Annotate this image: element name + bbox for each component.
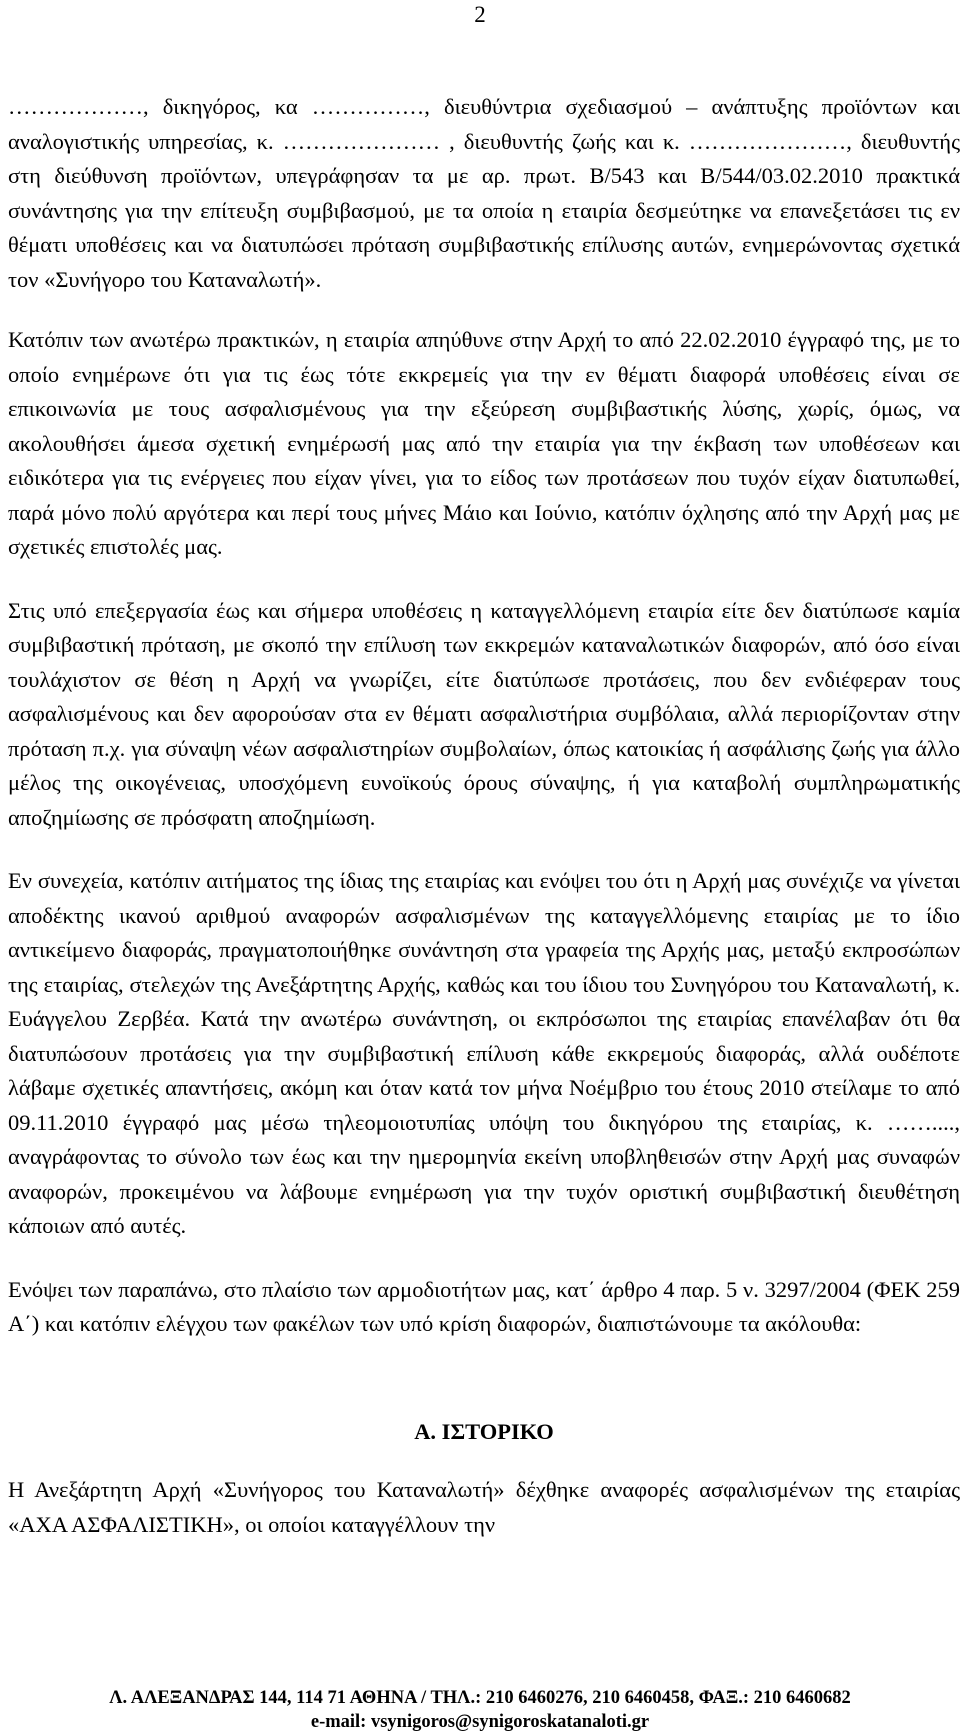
paragraph-competences: Ενόψει των παραπάνω, στο πλαίσιο των αρμοδιοτήτων μας, κατ΄ άρθρο 4 παρ. 5 ν. 3297/2004 (ΦΕΚ 259 Α΄) και κατόπιν ελέγχου των φακέλων των υπό κρίση διαφορών, διαπιστώνουμε τα ακόλουθα:: [8, 1276, 960, 1336]
paragraph-meeting-request: Εν συνεχεία, κατόπιν αιτήματος της ίδιας της εταιρίας και ενόψει του ότι η Αρχή μας συνέχιζε να γίνεται αποδέκτης ικανού αριθμού αναφορών ασφαλισμένων της καταγγελλόμενης εταιρίας με το ίδιο αντικείμενο διαφοράς, πραγματοποιήθηκε συνάντηση στα γραφεία της Αρχής μας, μεταξύ εκπροσώπων της εταιρίας, στελεχών της Ανεξάρτητης Αρχής, καθώς και του ίδιου του Συνηγόρου του Καταναλωτή, κ. Ευάγγελου Ζερβέα. Κατά την ανωτέρω συνάντηση, οι εκπρόσωποι της εταιρίας επανέλαβαν ότι θα διατυπώσουν προτάσεις για την συμβιβαστική επίλυση κάθε εκκρεμούς διαφοράς, αλλά ουδέποτε λάβαμε σχετικές απαντήσεις, ακόμη και όταν κατά τον μήνα Νοέμβριο του έτους 2010 στείλαμε το από 09.11.2010 έγγραφό μας μέσω τηλεομοιοτυπίας υπόψη του δικηγόρου της εταιρίας, κ. ……...., αναγράφοντας το σύνολο των έως και την ημερομηνία εκείνη υποβληθεισών στην Αρχή μας συναφών αναφορών, προκειμένου να λάβουμε ενημέρωση για την τυχόν οριστική συμβιβαστική διευθέτηση κάποιων από αυτές.: [8, 868, 960, 1238]
paragraph-meeting-minutes: ………………, δικηγόρος, κα ……………, διευθύντρια σχεδιασμού – ανάπτυξης προϊόντων και αναλογιστικής υπηρεσίας, κ. ………………… , διευθυντής ζωής και κ. …………………, διευθυντής στη διεύθυνση προϊόντων, υπεγράφησαν τα με αρ. πρωτ. Β/543 και Β/544/03.02.2010 πρακτικά συνάντησης για την επίτευξη συμβιβασμού, με τα οποία η εταιρία δεσμεύτηκε να επανεξετάσει τις εν θέματι υποθέσεις και να διατυπώσει πρόταση συμβιβαστικής επίλυσης αυτών, ενημερώνοντας σχετικά τον «Συνήγορο του Καταναλωτή».: [8, 94, 960, 292]
paragraph-company-response: Κατόπιν των ανωτέρω πρακτικών, η εταιρία απηύθυνε στην Αρχή το από 22.02.2010 έγγραφό της, με το οποίο ενημέρωνε ότι για τις έως τότε εκκρεμείς για την εν θέματι διαφορά υποθέσεις είναι σε επικοινωνία με τους ασφαλισμένους για την εξεύρεση συμβιβαστικής λύσης, χωρίς, όμως, να ακολουθήσει άμεσα σχετική ενημέρωσή μας από την εταιρία για την έκβαση των υποθέσεων και ειδικότερα για τις ενέργειες που είχαν γίνει, για το είδος των προτάσεων που τυχόν είχαν διατυπωθεί, παρά μόνο πολύ αργότερα και περί τους μήνες Μάιο και Ιούνιο, κατόπιν όχλησης από την Αρχή μας με σχετικές επιστολές μας.: [8, 327, 960, 559]
paragraph-history: Η Ανεξάρτητη Αρχή «Συνήγορος του Καταναλωτή» δέχθηκε αναφορές ασφαλισμένων της εταιρίας «ΑΧΑ ΑΣΦΑΛΙΣΤΙΚΗ», οι οποίοι καταγγέλλουν την: [8, 1477, 960, 1537]
document-body: [8, 90, 960, 1542]
page-number: 2: [474, 2, 486, 27]
paragraph-pending-cases: Στις υπό επεξεργασία έως και σήμερα υποθέσεις η καταγγελλόμενη εταιρία είτε δεν διατύπωσε καμία συμβιβαστική πρόταση, με σκοπό την επίλυση των εκκρεμών καταναλωτικών διαφορών, από όσο είναι τουλάχιστον σε θέση η Αρχή να γνωρίζει, είτε διατύπωσε προτάσεις, που δεν ενδιέφεραν τους ασφαλισμένους και δεν αφορούσαν στα εν θέματι ασφαλιστήρια συμβόλαια, αλλά περιορίζονταν στην πρόταση π.χ. για σύναψη νέων ασφαλιστηρίων συμβολαίων, όπως κατοικίας ή ασφάλισης ζωής για άλλο μέλος της οικογένειας, υποσχόμενη ευνοϊκούς όρους σύναψης, ή για καταβολή συμπληρωματικής αποζημίωσης σε πρόσφατη αποζημίωση.: [8, 597, 960, 830]
section-heading: Α. ΙΣΤΟΡΙΚΟ: [414, 1418, 554, 1444]
footer-address: Λ. ΑΛΕΞΑΝΔΡΑΣ 144, 114 71 ΑΘΗΝΑ / ΤΗΛ.: 210 6460276, 210 6460458, ΦΑΞ.: 210 6460682: [109, 1688, 851, 1708]
footer-email: e-mail: vsynigoros@synigoroskatanaloti.gr: [310, 1712, 650, 1732]
